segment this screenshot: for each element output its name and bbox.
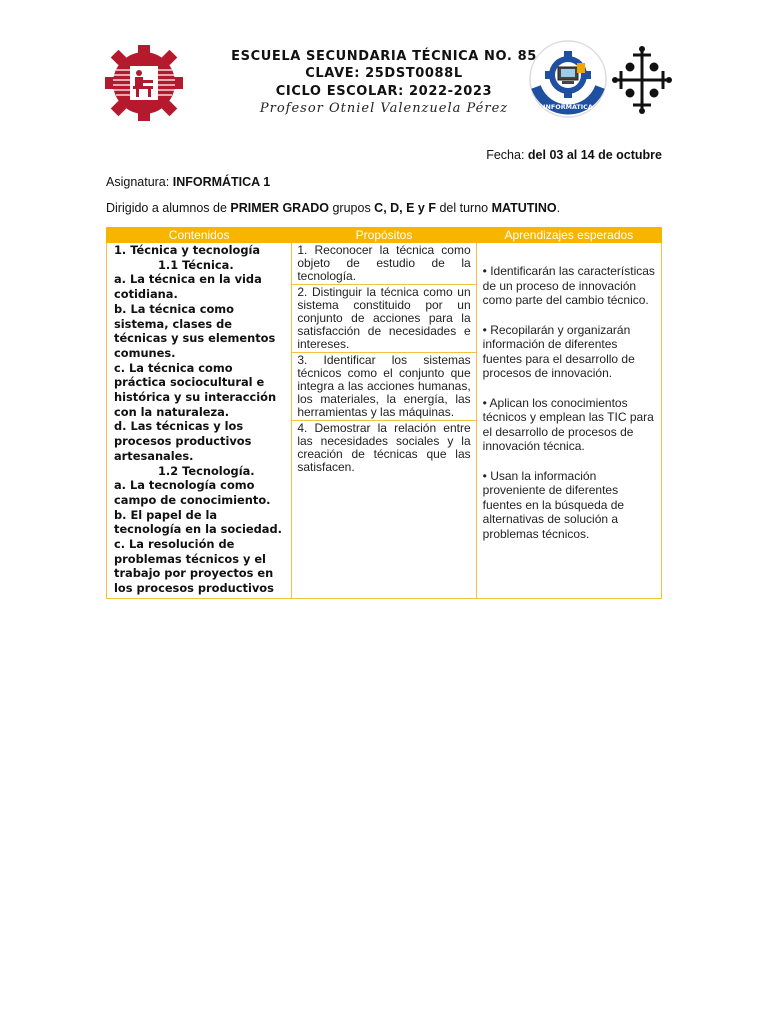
audience-groups: C, D, E y F — [374, 201, 436, 215]
date-value: del 03 al 14 de octubre — [527, 148, 662, 162]
audience-text-3: del turno — [436, 201, 492, 215]
header-contenidos: Contenidos — [107, 228, 292, 243]
contenido-subheading: 1.2 Tecnología. — [158, 463, 255, 478]
informatica-logo-text: INFORMÁTICA — [543, 103, 593, 111]
contenido-item: c. La técnica como práctica sociocultural e histórica y su interacción con la naturaleza. — [114, 360, 277, 419]
contenido-item: a. La técnica en la vida cotidiana. — [114, 272, 262, 302]
audience-text-1: Dirigido a alumnos de — [106, 201, 231, 215]
header-aprendizajes: Aprendizajes esperados — [476, 228, 661, 243]
school-clave: CLAVE: 25DST0088L — [305, 66, 463, 81]
subject-value: INFORMÁTICA 1 — [172, 175, 271, 189]
proposito-item: 4. Demostrar la relación entre las necesidades sociales y la creación de técnicas que las satisfacen. — [297, 421, 471, 474]
audience-text-4: . — [556, 201, 561, 215]
audience-grade: PRIMER GRADO — [230, 201, 329, 215]
planning-table — [106, 227, 662, 599]
subject-line — [106, 175, 270, 189]
school-name: ESCUELA SECUNDARIA TÉCNICA NO. 85 — [231, 49, 537, 64]
proposito-item: 3. Identificar los sistemas técnicos como el conjunto que integra a las acciones humanas, los materiales, la energía, las herramientas y las máquinas. — [292, 353, 475, 421]
contenido-item: d. Las técnicas y los procesos productivos artesanales. — [114, 419, 252, 463]
audience-text-2: grupos — [329, 201, 375, 215]
table-row — [107, 243, 662, 599]
aprendizaje-item: • Aplican los conocimientos técnicos y emplean las TIC para el desarrollo de procesos de innovación técnica. — [482, 395, 654, 453]
contenido-item: a. La tecnología como campo de conocimiento. — [114, 478, 271, 507]
aprendizaje-item: • Identificarán las características de un proceso de innovación como parte del cambio técnico. — [482, 264, 655, 307]
subject-label: Asignatura: — [106, 175, 173, 189]
header-propositos: Propósitos — [292, 228, 476, 243]
audience-shift: MATUTINO — [491, 201, 557, 215]
audience-line — [106, 201, 560, 215]
contenido-item: b. El papel de la tecnología en la sociedad. — [114, 507, 282, 537]
table-header-row — [107, 228, 662, 243]
contenidos-cell — [107, 243, 292, 599]
aprendizajes-cell — [476, 243, 661, 599]
school-cycle: CICLO ESCOLAR: 2022-2023 — [275, 84, 493, 99]
contenido-subheading: 1.1 Técnica. — [158, 257, 234, 272]
contenido-item: b. La técnica como sistema, clases de técnicas y sus elementos comunes. — [114, 301, 276, 360]
proposito-item: 1. Reconocer la técnica como objeto de estudio de la tecnología. — [292, 243, 475, 285]
propositos-cell — [292, 243, 476, 599]
contenido-item: 1. Técnica y tecnología — [114, 243, 261, 257]
date-line — [486, 148, 662, 162]
proposito-item: 2. Distinguir la técnica como un sistema constituido por un conjunto de acciones para la satisfacción de necesidades e intereses. — [292, 285, 475, 353]
contenido-item: c. La resolución de problemas técnicos y el trabajo por proyectos en los procesos productivos — [114, 537, 274, 596]
aprendizaje-item: • Usan la información proveniente de diferentes fuentes en la búsqueda de alternativas de solución a problemas técnicos. — [482, 468, 625, 541]
aprendizaje-item: • Recopilarán y organizarán información de diferentes fuentes para el desarrollo de procesos de innovación. — [482, 322, 635, 380]
date-label: Fecha: — [486, 148, 528, 162]
teacher-name: Profesor Otniel Valenzuela Pérez — [259, 101, 509, 116]
